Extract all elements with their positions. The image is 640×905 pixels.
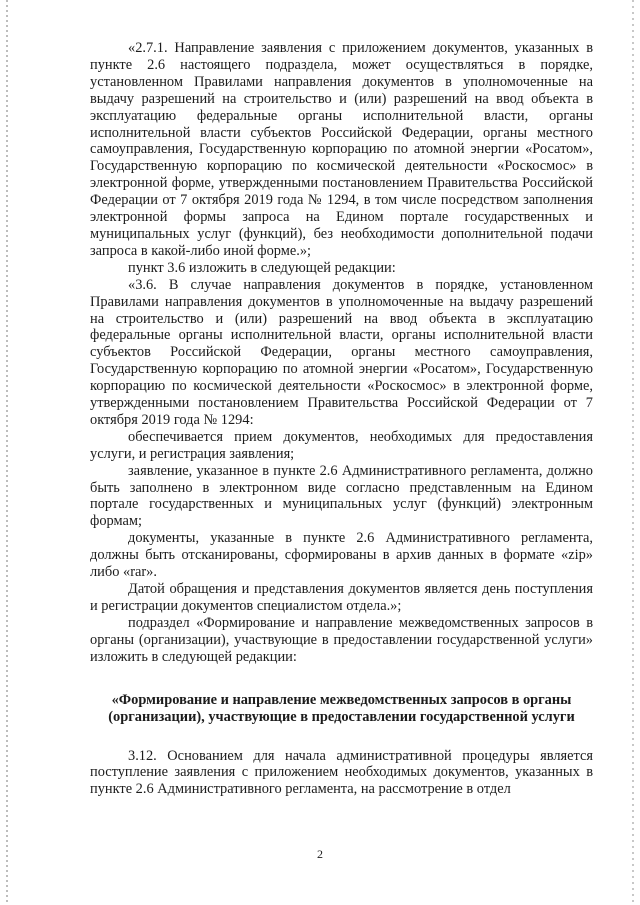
paragraph-reception: обеспечивается прием документов, необходимых для предоставления услуги, и регистрация заявления; — [90, 428, 593, 462]
scan-edge-right — [632, 0, 634, 905]
paragraph-2-7-1: «2.7.1. Направление заявления с приложением документов, указанных в пункте 2.6 настоящего подраздела, может осуществляться в порядке, установленном Правилами направления документов в уполномоченные на выдачу разрешений на строительство и (или) разрешений на ввод объекта в эксплуатацию федеральные органы исполнительной власти, органы исполнительной власти субъектов Российской Федерации, органы местного самоуправления, Государственную корпорацию по атомной энергии «Росатом», Государственную корпорацию по космической деятельности «Роскосмос» в электронной форме, утвержденными постановлением Правительства Российской Федерации от 7 октября 2019 года № 1294, в том числе посредством заполнения электронной формы запроса на Едином портале государственных и муниципальных услуг (функций), без необходимости дополнительной подачи запроса в какой-либо иной форме.»; — [90, 40, 593, 259]
section-heading: «Формирование и направление межведомственных запросов в органы (организации), участвующие в предоставлении государственной услуги — [108, 691, 575, 725]
paragraph-documents-scan: документы, указанные в пункте 2.6 Административного регламента, должны быть отсканированы, сформированы в архив данных в формате «zip» либо «rar». — [90, 530, 593, 581]
paragraph-subsection-intro: подраздел «Формирование и направление межведомственных запросов в органы (организации), участвующие в предоставлении государственной услуги» изложить в следующей редакции: — [90, 614, 593, 665]
paragraph-date-of-request: Датой обращения и представления документов является день поступления и регистрации документов специалистом отдела.»; — [90, 581, 593, 614]
paragraph-clause-3-6-intro: пункт 3.6 изложить в следующей редакции: — [128, 259, 396, 276]
page-number: 2 — [317, 847, 323, 861]
document-body — [90, 40, 593, 798]
paragraph-3-6: «3.6. В случае направления документов в порядке, установленном Правилами направления документов в уполномоченные на выдачу разрешений на строительство и (или) разрешений на ввод объекта в эксплуатацию федеральные органы исполнительной власти, органы исполнительной власти субъектов Российской Федерации, органы местного самоуправления, Государственную корпорацию по атомной энергии «Росатом», Государственную корпорацию по космической деятельности «Роскосмос» в электронной форме, утвержденными постановлением Правительства Российской Федерации от 7 октября 2019 года № 1294: — [90, 276, 593, 428]
scan-edge-left — [6, 0, 8, 905]
paragraph-application-form: заявление, указанное в пункте 2.6 Административного регламента, должно быть заполнено в электронном виде согласно представленным на Едином портале государственных и муниципальных услуг (функций) электронным формам; — [90, 462, 593, 530]
paragraph-3-12: 3.12. Основанием для начала административной процедуры является поступление заявления с приложением необходимых документов, указанных в пункте 2.6 Административного регламента, на рассмотрение в отдел — [90, 747, 593, 798]
